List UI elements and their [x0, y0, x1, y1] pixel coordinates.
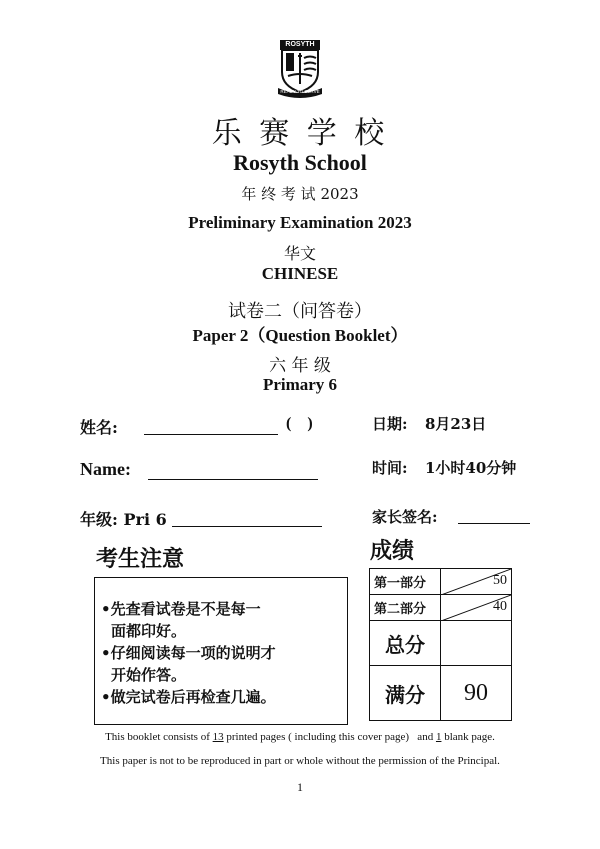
name-en-blank[interactable]: [148, 458, 318, 480]
notice-box: [94, 577, 348, 725]
name-zh-label: 姓名:: [80, 418, 118, 437]
part2-score-cell[interactable]: [441, 595, 512, 621]
part2-label: 第二部分: [374, 602, 427, 617]
notice-item: •仔细阅读每一项的说明才: [101, 644, 276, 662]
level-en: Primary 6: [262, 375, 338, 394]
subject-zh: 华文: [283, 244, 316, 263]
grade-blank[interactable]: [172, 506, 322, 527]
part2-label-cell: [370, 595, 441, 621]
total-label-cell: [370, 621, 441, 666]
grade-label: 年级: Pri 6: [80, 510, 167, 529]
page-number: 1: [297, 780, 303, 794]
blank-page-count: 1: [435, 731, 442, 743]
subject-en: CHINESE: [261, 264, 339, 283]
crest-top-text: ROSYTH: [285, 41, 315, 48]
notice-title: 考生注意: [96, 546, 185, 572]
part2-max: 40: [493, 599, 507, 614]
full-label-cell: [370, 666, 441, 721]
time-label: 时间:: [372, 459, 408, 477]
full-label: 满分: [385, 682, 425, 707]
crest-motto: READY TO SERVE: [280, 89, 320, 94]
printed-page-count: 13: [212, 731, 224, 743]
booklet-info-post: blank page.: [441, 731, 495, 743]
time-value: 1小时40分钟: [425, 459, 517, 477]
paper-zh: 试卷二（问答卷）: [228, 301, 372, 322]
notice-item: •先查看试卷是不是每一: [101, 600, 261, 618]
class-number-field[interactable]: ( ): [286, 415, 313, 432]
full-score-cell: [441, 666, 512, 721]
part1-score-cell[interactable]: [441, 569, 512, 595]
booklet-info-pre: This booklet consists of: [105, 731, 213, 743]
full-value: 90: [464, 679, 488, 706]
booklet-info: [0, 731, 600, 743]
notice-item: 开始作答。: [111, 666, 187, 684]
scores-title: 成绩: [370, 538, 415, 564]
school-name-en: Rosyth School: [233, 150, 367, 175]
exam-year-zh: 年 终 考 试 2023: [241, 185, 359, 203]
notice-item: 面都印好。: [111, 622, 187, 640]
part1-label: 第一部分: [374, 576, 427, 591]
score-table: [369, 568, 512, 721]
notice-item: •做完试卷后再检查几遍。: [101, 688, 276, 706]
total-label: 总分: [385, 632, 425, 657]
name-en-label: Name:: [80, 459, 131, 479]
paper-en: Paper 2（Question Booklet）: [192, 326, 408, 345]
parent-sign-label: 家长签名:: [372, 508, 438, 526]
name-zh-blank[interactable]: [144, 414, 278, 435]
school-name-zh: 乐 赛 学 校: [211, 116, 389, 151]
copyright-notice: This paper is not to be reproduced in part or whole without the permission of the Principal.: [100, 755, 500, 767]
exam-title-en: Preliminary Examination 2023: [188, 213, 412, 232]
level-zh: 六 年 级: [269, 356, 331, 376]
part1-max: 50: [493, 573, 507, 588]
parent-sign-blank[interactable]: [458, 504, 530, 524]
booklet-info-mid: printed pages ( including this cover page) and: [223, 731, 436, 743]
school-crest: [276, 38, 324, 98]
part1-label-cell: [370, 569, 441, 595]
total-score-cell[interactable]: [441, 621, 512, 666]
date-label: 日期:: [372, 415, 408, 433]
date-value: 8月23日: [425, 415, 487, 433]
